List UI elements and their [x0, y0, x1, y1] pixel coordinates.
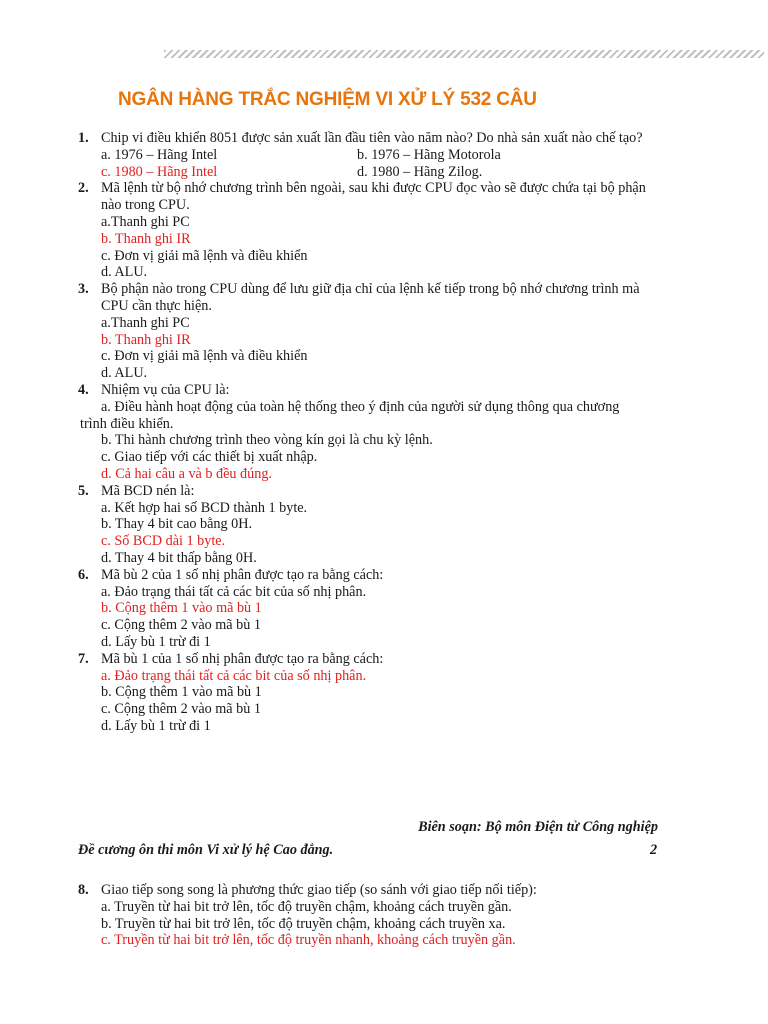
question-7 — [0, 651, 768, 735]
question-5 — [0, 483, 768, 567]
question-1 — [0, 130, 768, 180]
page-title: NGÂN HÀNG TRẮC NGHIỆM VI XỬ LÝ 532 CÂU — [118, 89, 537, 110]
option-a: a.Thanh ghi PC — [101, 314, 190, 331]
option-d: d. ALU. — [101, 365, 148, 382]
option-b: b. Thay 4 bit cao bằng 0H. — [101, 516, 253, 533]
question-text: Giao tiếp song song là phương thức giao tiếp (so sánh với giao tiếp nối tiếp): — [101, 882, 537, 898]
options-row — [101, 147, 768, 164]
option-c: c. Cộng thêm 2 vào mã bù 1 — [101, 701, 261, 718]
option-b: b. Truyền từ hai bit trở lên, tốc độ truyền chậm, khoảng cách truyền xa. — [101, 915, 506, 932]
option-d-correct: d. Cả hai câu a và b đều đúng. — [101, 465, 272, 482]
option-b: b. Thi hành chương trình theo vòng kín gọi là chu kỳ lệnh. — [101, 432, 433, 449]
question-number: 6. — [78, 566, 89, 583]
options-row — [101, 164, 768, 181]
option-c: c. Đơn vị giải mã lệnh và điều khiển — [101, 348, 308, 365]
option-a: a.Thanh ghi PC — [101, 213, 190, 230]
question-number: 5. — [78, 482, 89, 499]
option-b: b. Cộng thêm 1 vào mã bù 1 — [101, 684, 262, 701]
question-4 — [0, 382, 768, 483]
option-a: a. Truyền từ hai bit trở lên, tốc độ truyền chậm, khoảng cách truyền gần. — [101, 898, 512, 915]
question-3 — [0, 281, 768, 382]
option-a: a. 1976 – Hãng Intel — [101, 146, 218, 163]
question-number: 8. — [78, 882, 89, 898]
question-number: 4. — [78, 381, 89, 398]
option-b-correct: b. Thanh ghi IR — [101, 331, 191, 348]
option-b: b. 1976 – Hãng Motorola — [357, 146, 501, 163]
option-a: a. Điều hành hoạt động của toàn hệ thống theo ý định của người sử dụng thông qua chương trình điều khiển. — [80, 398, 620, 432]
question-list — [0, 130, 768, 735]
question-number: 2. — [78, 180, 89, 197]
option-c: c. Cộng thêm 2 vào mã bù 1 — [101, 617, 261, 634]
option-d: d. Lấy bù 1 trừ đi 1 — [101, 633, 211, 650]
question-2 — [0, 180, 768, 281]
question-text: Bộ phận nào trong CPU dùng để lưu giữ địa chỉ của lệnh kế tiếp trong bộ nhớ chương trình mà CPU cần thực hiện. — [101, 281, 640, 314]
question-text: Mã BCD nén là: — [101, 482, 195, 499]
question-number: 7. — [78, 650, 89, 667]
question-text: Nhiệm vụ của CPU là: — [101, 381, 230, 398]
question-6 — [0, 567, 768, 651]
header-hatch-bar — [164, 50, 764, 58]
course-footer: Đề cương ôn thi môn Vi xử lý hệ Cao đẳng. — [78, 842, 334, 858]
question-number: 3. — [78, 281, 89, 298]
question-text: Mã bù 2 của 1 số nhị phân được tạo ra bằng cách: — [101, 566, 384, 583]
option-a: a. Kết hợp hai số BCD thành 1 byte. — [101, 499, 308, 516]
option-c: c. Giao tiếp với các thiết bị xuất nhập. — [101, 449, 318, 466]
question-text: Mã lệnh từ bộ nhớ chương trình bên ngoài, sau khi được CPU đọc vào sẽ được chứa tại bộ phận nào trong CPU. — [101, 180, 646, 214]
option-b-correct: b. Thanh ghi IR — [101, 230, 191, 247]
question-8 — [0, 882, 768, 949]
compiler-credit: Biên soạn: Bộ môn Điện tử Công nghiệp — [418, 819, 658, 835]
option-a-correct: a. Đảo trạng thái tất cả các bit của số nhị phân. — [101, 667, 367, 684]
option-d: d. 1980 – Hãng Zilog. — [357, 163, 483, 180]
option-d: d. Lấy bù 1 trừ đi 1 — [101, 717, 211, 734]
option-a: a. Đảo trạng thái tất cả các bit của số nhị phân. — [101, 583, 367, 600]
option-c-correct: c. Số BCD dài 1 byte. — [101, 533, 226, 550]
option-d: d. Thay 4 bit thấp bằng 0H. — [101, 549, 257, 566]
question-text: Chip vi điều khiển 8051 được sản xuất lần đầu tiên vào năm nào? Do nhà sản xuất nào chế tạo? — [101, 130, 643, 146]
question-list-page-3 — [0, 882, 768, 949]
option-b-correct: b. Cộng thêm 1 vào mã bù 1 — [101, 600, 262, 617]
option-c-correct: c. Truyền từ hai bit trở lên, tốc độ truyền nhanh, khoảng cách truyền gần. — [101, 932, 516, 949]
page-number: 2 — [650, 842, 658, 858]
question-number: 1. — [78, 130, 89, 146]
option-c-correct: c. 1980 – Hãng Intel — [101, 163, 218, 180]
question-text: Mã bù 1 của 1 số nhị phân được tạo ra bằng cách: — [101, 650, 384, 667]
option-c: c. Đơn vị giải mã lệnh và điều khiển — [101, 247, 308, 264]
option-d: d. ALU. — [101, 264, 148, 281]
